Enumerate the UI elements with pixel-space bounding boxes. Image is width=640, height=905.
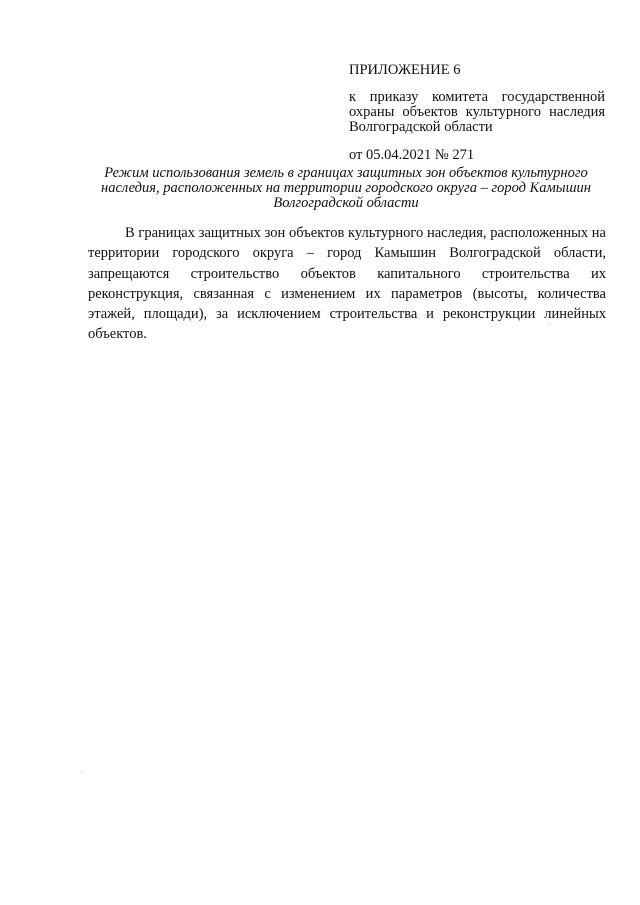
appendix-title: ПРИЛОЖЕНИЕ 6 [349,62,461,78]
appendix-date-line: от 05.04.2021 № 271 [349,147,475,163]
appendix-reference: к приказу комитета государственной охраны объектов культурного наследия Волгоградской области [349,89,605,135]
scan-speck [81,772,82,773]
body-paragraph: В границах защитных зон объектов культурного наследия, расположенных на территории городского округа – город Камышин Волгоградской области, запрещаются строительство объектов капитального строительства их реконструкция, связанная с изменением их параметров (высоты, количества этажей, площади), за исключением строительства и реконструкции линейных объектов. [88,225,606,343]
scan-speck [548,324,549,325]
appendix-block [349,60,605,165]
document-heading: Режим использования земель в границах защитных зон объектов культурного наследия, расположенных на территории городского округа – город Камышин Волгоградской области [101,165,591,211]
